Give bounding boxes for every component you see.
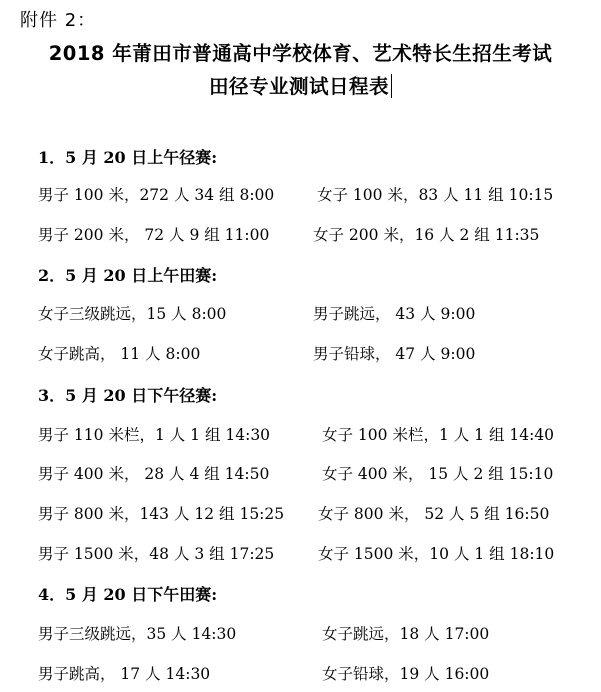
schedule-entry-men: 男子 200 米， 72 人 9 组 11:00 — [38, 226, 270, 244]
schedule-entry-women: 女子 200 米，16 人 2 组 11:35 — [313, 226, 540, 244]
schedule-entry-women: 女子跳远，18 人 17:00 — [322, 625, 490, 643]
schedule-entry-women: 女子 100 米，83 人 11 组 10:15 — [317, 186, 554, 204]
schedule-entry-men: 男子跳远， 43 人 9:00 — [313, 305, 476, 323]
schedule-entry-men: 男子 400 米， 28 人 4 组 14:50 — [38, 465, 270, 483]
schedule-entry-women: 女子 100 米栏，1 人 1 组 14:40 — [322, 426, 555, 444]
schedule-entry-men: 男子 100 米，272 人 34 组 8:00 — [38, 186, 275, 204]
schedule-entry-women: 女子 400 米， 15 人 2 组 15:10 — [322, 465, 554, 483]
document-title-line-2 — [0, 71, 601, 99]
section-heading: 2．5 月 20 日上午田赛: — [38, 266, 218, 285]
section-heading: 1．5 月 20 日上午径赛: — [38, 148, 218, 167]
text-cursor — [391, 74, 392, 98]
schedule-entry-men: 男子三级跳远，35 人 14:30 — [38, 625, 237, 643]
schedule-entry-women: 女子三级跳远，15 人 8:00 — [38, 305, 227, 323]
section-heading: 3．5 月 20 日下午径赛: — [38, 386, 218, 405]
section-heading: 4．5 月 20 日下午田赛: — [38, 585, 218, 604]
schedule-entry-women: 女子铅球，19 人 16:00 — [322, 665, 490, 683]
schedule-entry-women: 女子跳高， 11 人 8:00 — [38, 345, 201, 363]
schedule-entry-men: 男子跳高， 17 人 14:30 — [38, 665, 211, 683]
schedule-entry-women: 女子 800 米， 52 人 5 组 16:50 — [318, 505, 550, 523]
schedule-entry-men: 男子 110 米栏，1 人 1 组 14:30 — [38, 426, 271, 444]
schedule-entry-men: 男子 800 米，143 人 12 组 15:25 — [38, 505, 285, 523]
attachment-label: 附件 2： — [20, 10, 97, 31]
schedule-entry-women: 女子 1500 米，10 人 1 组 18:10 — [318, 545, 555, 563]
document-title-line-2-text: 田径专业测试日程表 — [208, 75, 389, 98]
schedule-entry-men: 男子铅球， 47 人 9:00 — [313, 345, 476, 363]
document-title-line-1: 2018 年莆田市普通高中学校体育、艺术特长生招生考试 — [48, 42, 553, 65]
schedule-entry-men: 男子 1500 米，48 人 3 组 17:25 — [38, 545, 275, 563]
